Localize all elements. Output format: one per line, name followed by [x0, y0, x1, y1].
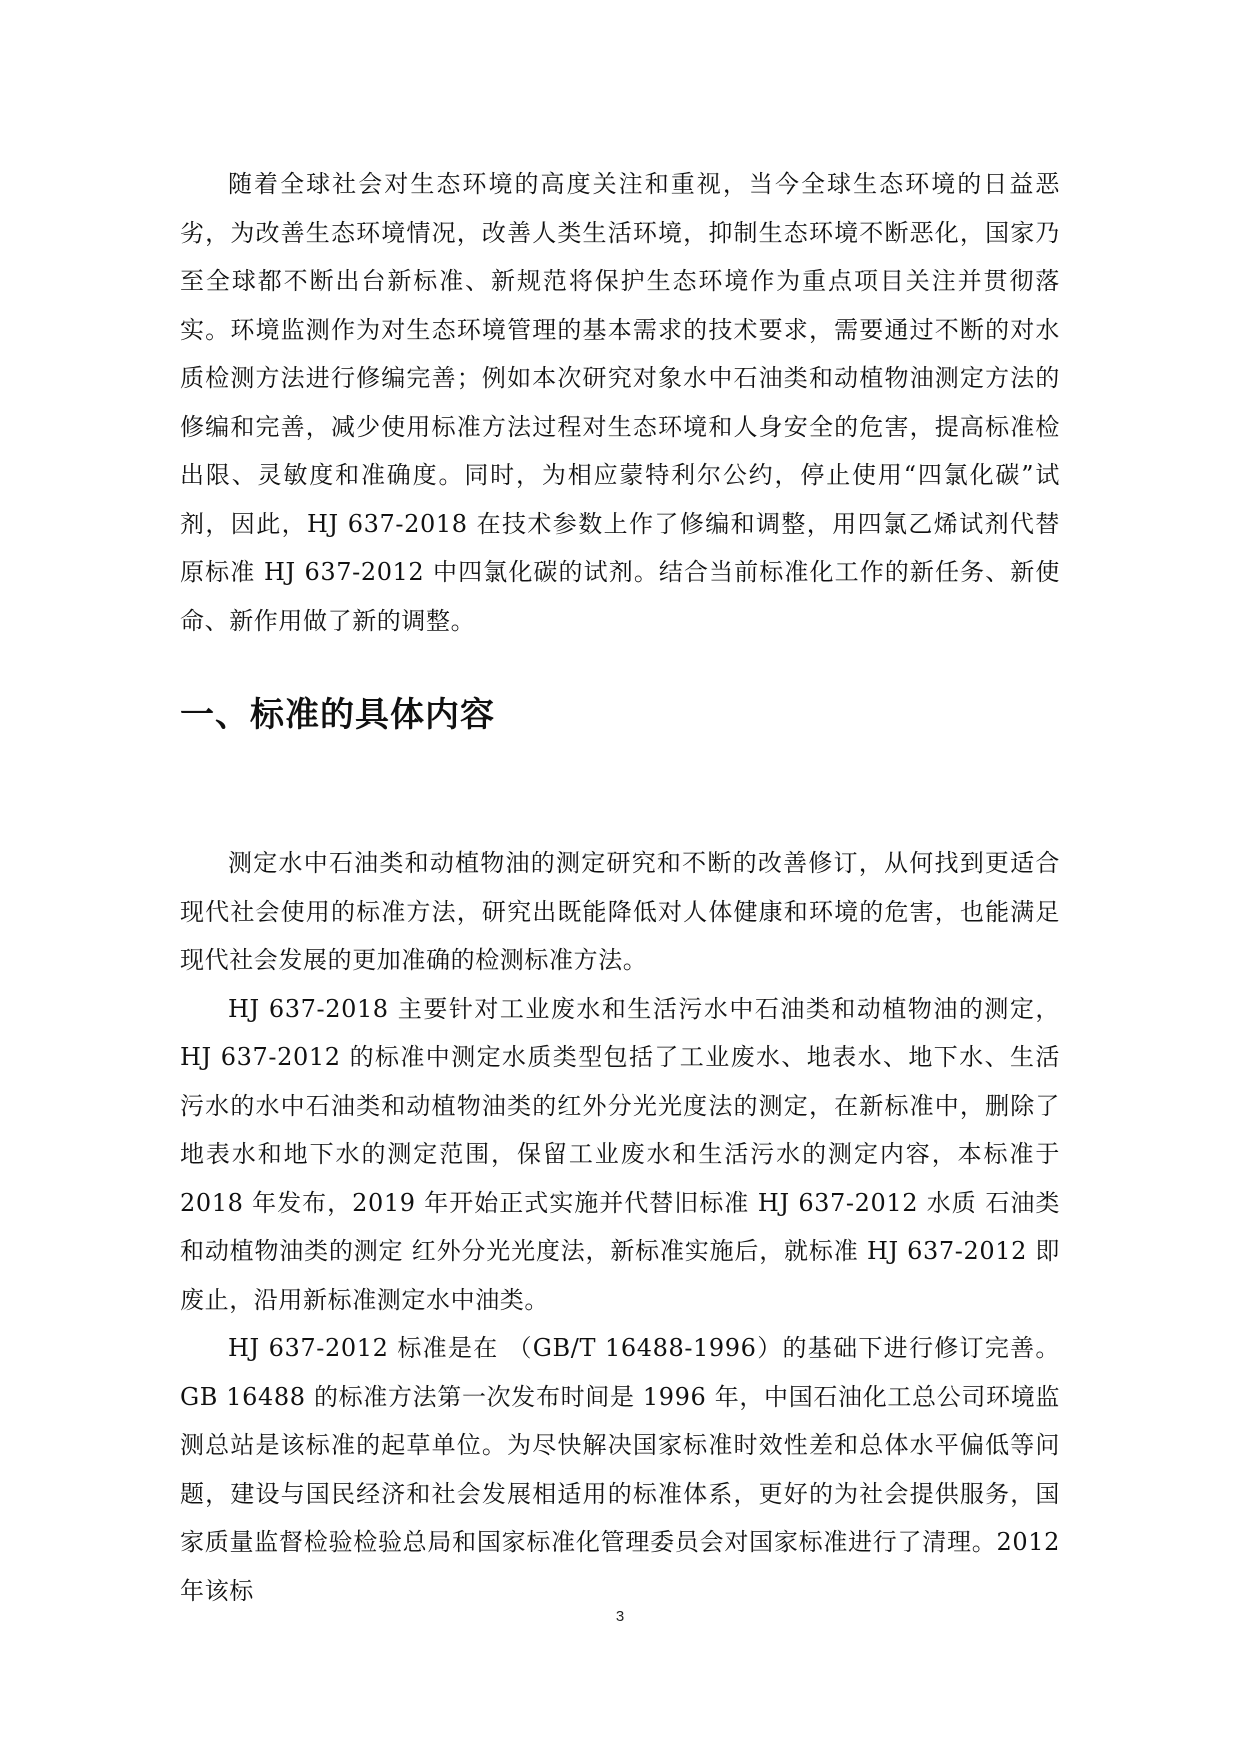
intro-paragraph: 随着全球社会对生态环境的高度关注和重视，当今全球生态环境的日益恶劣，为改善生态环境情况，改善人类生活环境，抑制生态环境不断恶化，国家乃至全球都不断出台新标准、新规范将保护生态环境作为重点项目关注并贯彻落实。环境监测作为对生态环境管理的基本需求的技术要求，需要通过不断的对水质检测方法进行修编完善；例如本次研究对象水中石油类和动植物油测定方法的修编和完善，减少使用标准方法过程对生态环境和人身安全的危害，提高标准检出限、灵敏度和准确度。同时，为相应蒙特利尔公约，停止使用“四氯化碳”试剂，因此，HJ 637-2018 在技术参数上作了修编和调整，用四氯乙烯试剂代替原标准 HJ 637-2012 中四氯化碳的试剂。结合当前标准化工作的新任务、新使命、新作用做了新的调整。	[180, 170, 1060, 635]
section-paragraph-3: HJ 637-2012 标准是在 （GB/T 16488-1996）的基础下进行修订完善。GB 16488 的标准方法第一次发布时间是 1996 年，中国石油化工总公司环境监测总站是该标准的起草单位。为尽快解决国家标准时效性差和总体水平偏低等问题，建设与国民经济和社会发展相适用的标准体系，更好的为社会提供服务，国家质量监督检验检验总局和国家标准化管理委员会对国家标准进行了清理。2012 年该标	[180, 1334, 1060, 1605]
page-content	[180, 160, 1060, 1615]
section-paragraph-1: 测定水中石油类和动植物油的测定研究和不断的改善修订，从何找到更适合现代社会使用的标准方法，研究出既能降低对人体健康和环境的危害，也能满足现代社会发展的更加准确的检测标准方法。	[180, 849, 1060, 974]
section-heading: 一、标准的具体内容	[180, 695, 495, 735]
page-number: 3	[615, 1608, 625, 1625]
section-paragraph-2: HJ 637-2018 主要针对工业废水和生活污水中石油类和动植物油的测定，HJ 637-2012 的标准中测定水质类型包括了工业废水、地表水、地下水、生活污水的水中石油类和动植物油类的红外分光光度法的测定，在新标准中，删除了地表水和地下水的测定范围，保留工业废水和生活污水的测定内容，本标准于 2018 年发布，2019 年开始正式实施并代替旧标准 HJ 637-2012 水质 石油类和动植物油类的测定 红外分光光度法，新标准实施后，就标准 HJ 637-2012 即废止，沿用新标准测定水中油类。	[180, 994, 1060, 1314]
